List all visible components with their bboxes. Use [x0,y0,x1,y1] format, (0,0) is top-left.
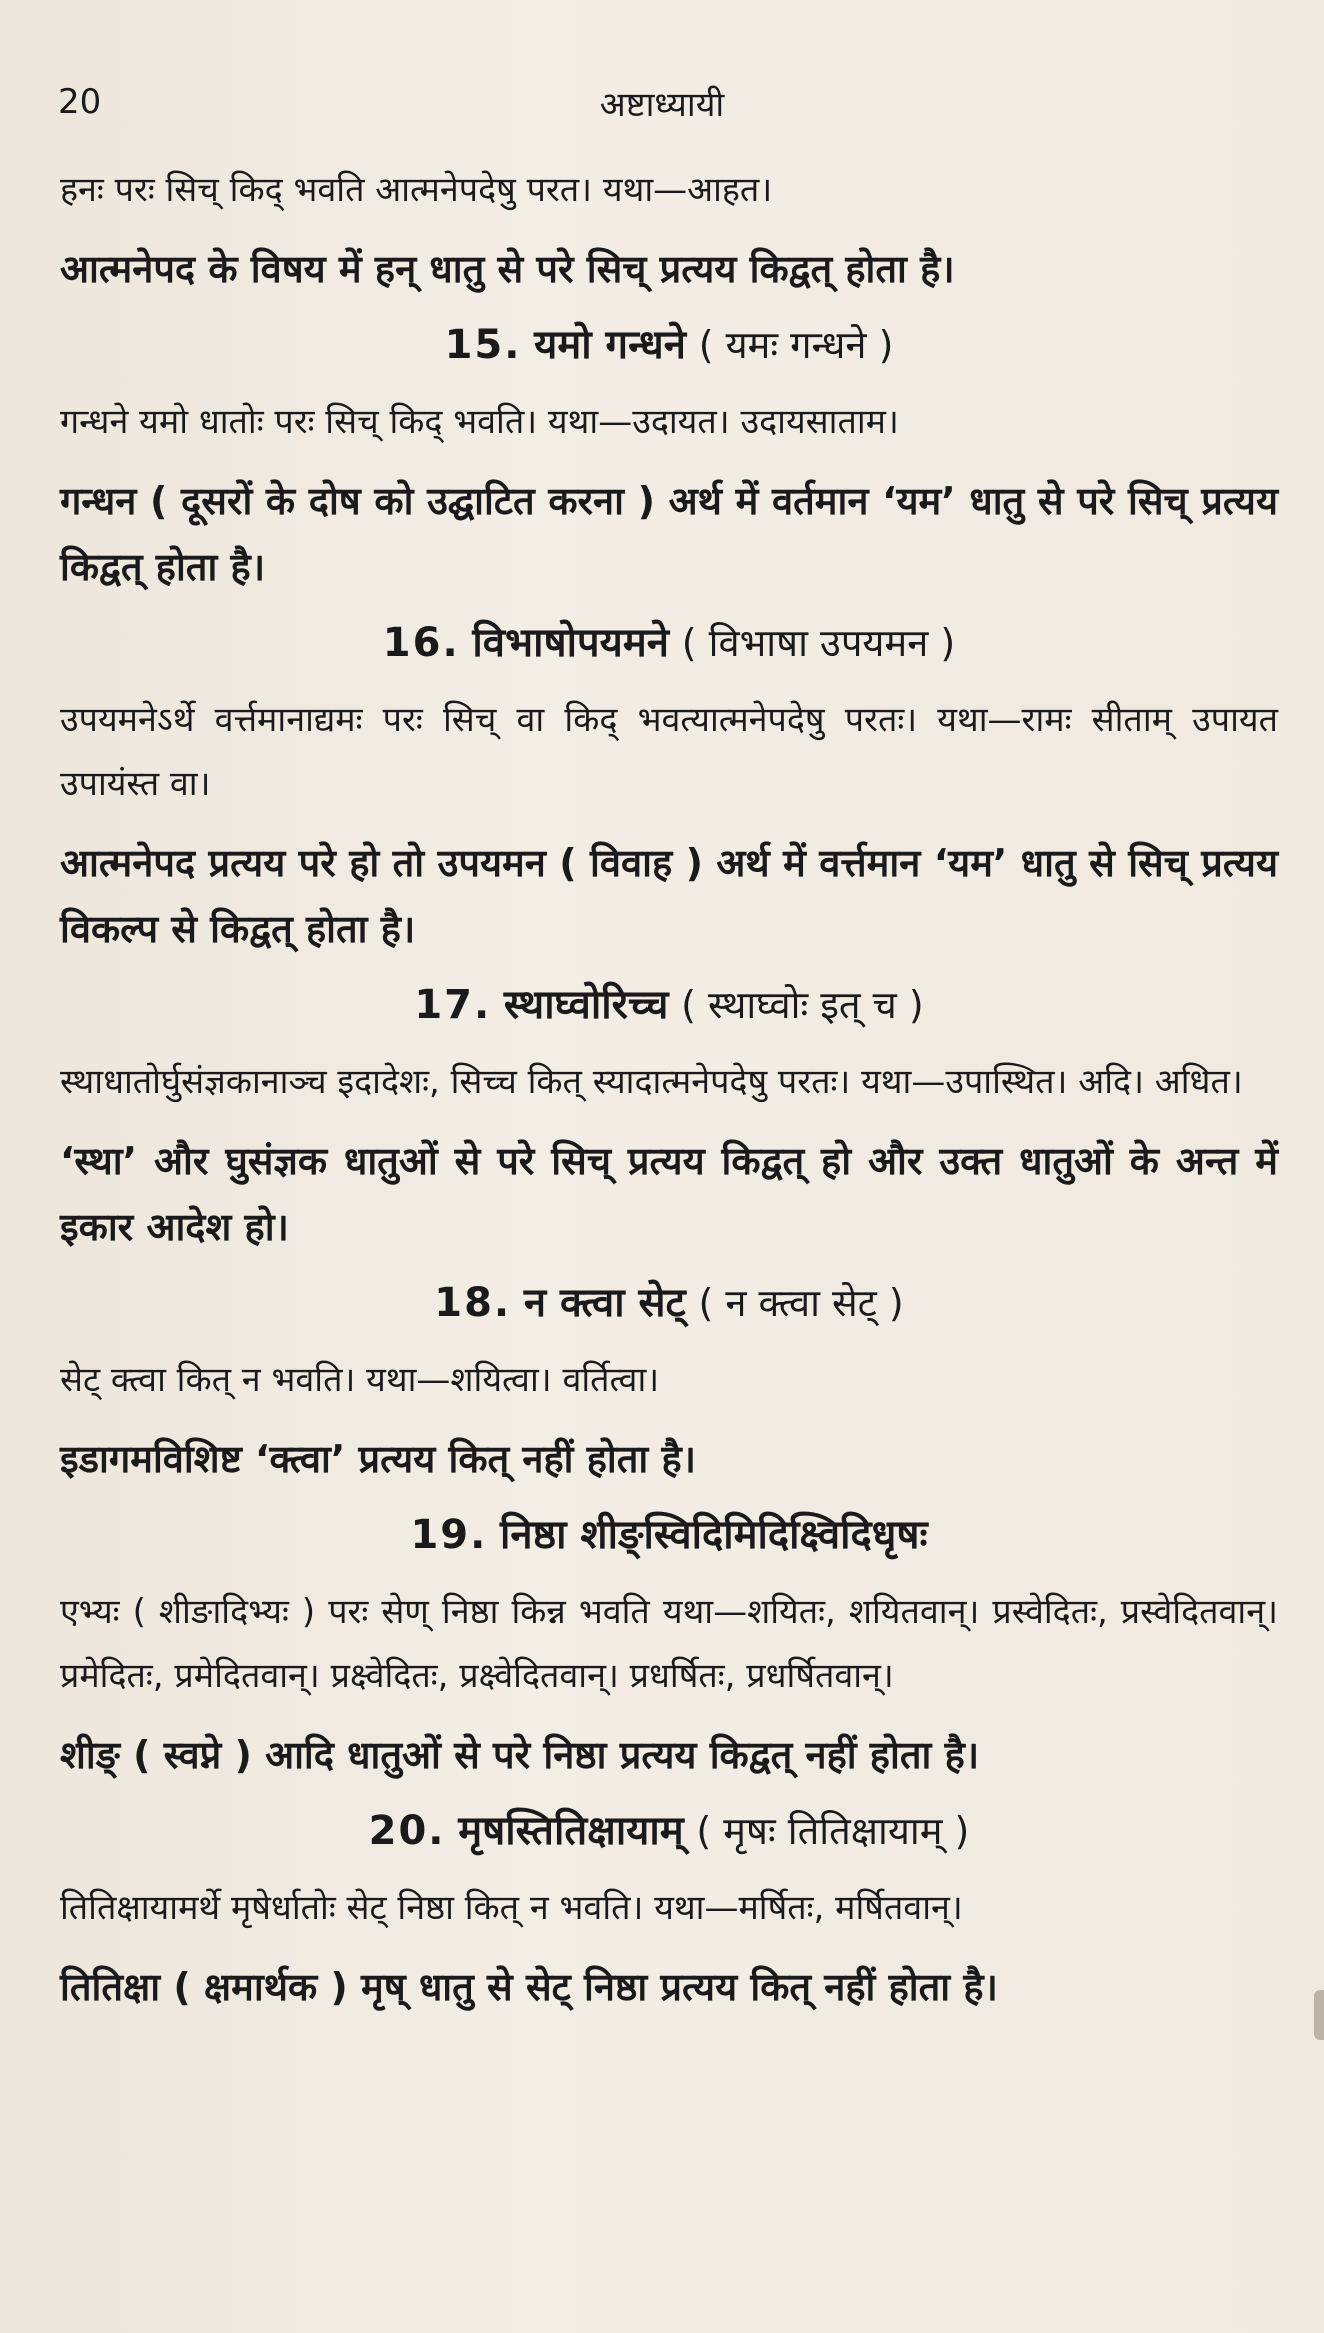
sutra-heading-16 [60,612,1278,674]
sutra-number: 16. [382,620,460,666]
sutra-name: निष्ठा शीङ्स्विदिमिदिक्ष्विदिधृषः [500,1512,928,1558]
page-content [60,158,1278,2032]
sutra-heading-17 [60,974,1278,1036]
sutra-number: 18. [434,1280,512,1326]
sutra-padaccheda: ( न क्त्वा सेट् ) [698,1281,904,1325]
sutra-name: स्थाघ्वोरिच्च [503,982,669,1028]
sutra-19-sanskrit: एभ्यः ( शीङादिभ्यः ) परः सेण् निष्ठा किन्न भवति यथा—शयितः, शयितवान्। प्रस्वेदितः, प्रस्वेदितवान्। प्रमेदितः, प्रमेदितवान्। प्रक्ष्वेदितः, प्रक्ष्वेदितवान्। प्रधर्षितः, प्रधर्षितवान्। [60,1592,1278,1696]
sutra-20-sanskrit: तितिक्षायामर्थे मृषेर्धातोः सेट् निष्ठा कित् न भवति। यथा—मर्षितः, मर्षितवान्। [60,1888,963,1928]
sutra-20-hindi: तितिक्षा ( क्षमार्थक ) मृष् धातु से सेट् निष्ठा प्रत्यय कित् नहीं होता है। [60,1965,998,2009]
sutra-15-hindi: गन्धन ( दूसरों के दोष को उद्घाटित करना ) अर्थ में वर्तमान ‘यम’ धातु से परे सिच् प्रत्यय किद्वत् होता है। [60,479,1278,589]
page-number: 20 [58,82,102,122]
sutra-padaccheda: ( यमः गन्धने ) [698,323,894,367]
running-title: अष्टाध्यायी [599,85,725,125]
sutra-18-sanskrit: सेट् क्त्वा कित् न भवति। यथा—शयित्वा। वर्तित्वा। [60,1360,660,1400]
sutra-number: 15. [444,322,522,368]
sutra-padaccheda: ( मृषः तितिक्षायाम् ) [696,1809,970,1853]
sutra-name: विभाषोपयमने [472,620,669,666]
sutra-15-sanskrit: गन्धने यमो धातोः परः सिच् किद् भवति। यथा—उदायत। उदायसाताम। [60,402,899,442]
sutra-19-hindi: शीङ् ( स्वप्ने ) आदि धातुओं से परे निष्ठा प्रत्यय किद्वत् नहीं होता है। [60,1733,980,1777]
sutra-padaccheda: ( स्थाघ्वोः इत् च ) [681,983,924,1027]
sutra-16-sanskrit: उपयमनेऽर्थे वर्त्तमानाद्यमः परः सिच् वा किद् भवत्यात्मनेपदेषु परतः। यथा—रामः सीताम् उपायत उपायंस्त वा। [60,700,1278,804]
sutra-17-sanskrit: स्थाधातोर्घुसंज्ञकानाञ्च इदादेशः, सिच्च कित् स्यादात्मनेपदेषु परतः। यथा—उपास्थित। अदि। अधित। [60,1062,1243,1102]
sutra-heading-19 [60,1504,1278,1566]
sutra-name: यमो गन्धने [534,322,686,368]
sutra-name: मृषस्तितिक्षायाम् [458,1808,684,1854]
sutra-heading-18 [60,1272,1278,1334]
sutra-number: 19. [410,1512,488,1558]
sutra-17-hindi: ‘स्था’ और घुसंज्ञक धातुओं से परे सिच् प्रत्यय किद्वत् हो और उक्त धातुओं के अन्त में इकार आदेश हो। [60,1139,1278,1249]
sutra-name: न क्त्वा सेट् [523,1280,686,1326]
sutra-heading-20 [60,1800,1278,1862]
sutra-16-hindi: आत्मनेपद प्रत्यय परे हो तो उपयमन ( विवाह ) अर्थ में वर्त्तमान ‘यम’ धातु से सिच् प्रत्यय विकल्प से किद्वत् होता है। [60,841,1278,951]
sutra-number: 20. [368,1808,446,1854]
page-edge-shadow [1314,1990,1324,2040]
intro-hindi-explanation: आत्मनेपद के विषय में हन् धातु से परे सिच् प्रत्यय किद्वत् होता है। [60,247,955,291]
sutra-padaccheda: ( विभाषा उपयमन ) [681,621,956,665]
intro-sanskrit-commentary: हनः परः सिच् किद् भवति आत्मनेपदेषु परत। यथा—आहत। [60,170,773,210]
sutra-18-hindi: इडागमविशिष्ट ‘क्त्वा’ प्रत्यय कित् नहीं होता है। [60,1437,697,1481]
sutra-number: 17. [414,982,492,1028]
sutra-heading-15 [60,314,1278,376]
